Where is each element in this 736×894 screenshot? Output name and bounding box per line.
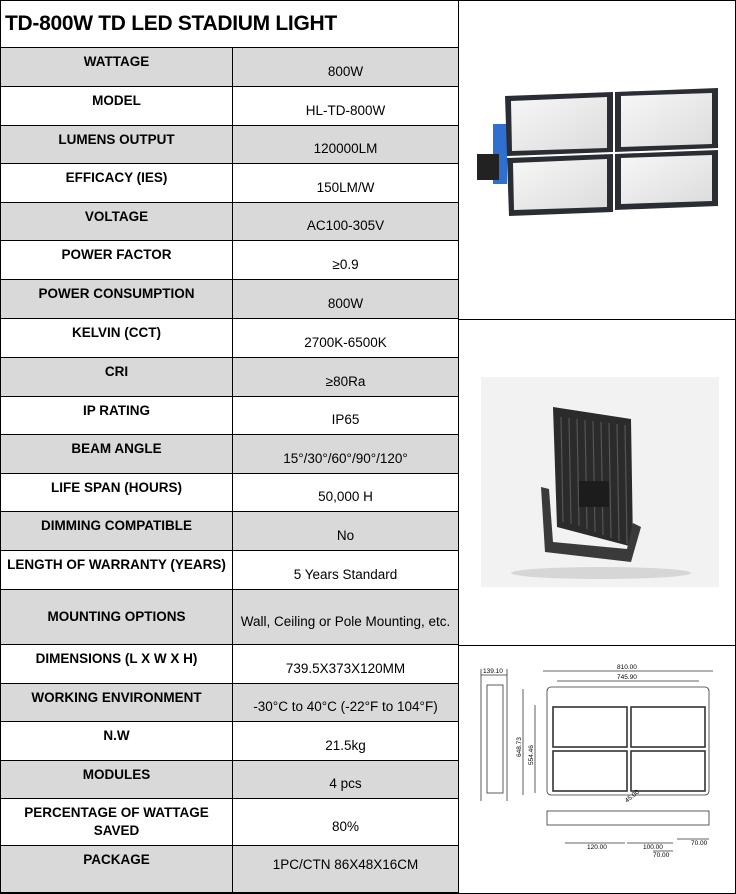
spec-label: LUMENS OUTPUT (1, 126, 233, 163)
dimension-drawing (477, 661, 727, 857)
dim-height-outer: 648.73 (516, 737, 523, 757)
led-module (511, 97, 607, 151)
spec-label: DIMENSIONS (L X W X H) (1, 645, 233, 683)
spec-row (1, 280, 458, 319)
spec-row (1, 799, 458, 846)
spec-value: 50,000 H (318, 489, 373, 504)
side-view-outline (487, 685, 503, 793)
spec-label: MOUNTING OPTIONS (1, 590, 233, 644)
spec-row (1, 358, 458, 397)
spec-label: WORKING ENVIRONMENT (1, 684, 233, 721)
product-front-image (471, 84, 721, 219)
dim-bottom-mid: 100.00 (643, 844, 663, 851)
spec-label: WATTAGE (1, 48, 233, 86)
spec-row (1, 761, 458, 799)
dim-inner-width: 745.90 (617, 674, 637, 681)
spec-row (1, 722, 458, 761)
led-module (513, 159, 607, 210)
spec-row (1, 435, 458, 474)
spec-row (1, 645, 458, 684)
spec-label: VOLTAGE (1, 203, 233, 240)
dim-total-width: 810.00 (617, 664, 637, 671)
spec-value: Wall, Ceiling or Pole Mounting, etc. (240, 613, 451, 629)
spec-label: POWER CONSUMPTION (1, 280, 233, 318)
spec-row (1, 319, 458, 358)
bottom-view-outline (547, 811, 709, 825)
spec-label: DIMMING COMPATIBLE (1, 512, 233, 550)
spec-value: 739.5X373X120MM (285, 660, 406, 676)
spec-value: AC100-305V (306, 218, 385, 233)
spec-value: 120000LM (313, 141, 378, 156)
spec-value: 15°/30°/60°/90°/120° (283, 450, 408, 466)
dim-side-width: 139.10 (483, 668, 503, 675)
spec-row (1, 241, 458, 280)
spec-value: No (336, 527, 355, 543)
spec-row (1, 684, 458, 722)
spec-value: 5 Years Standard (293, 566, 398, 582)
spec-row (1, 126, 458, 164)
front-view-outline (547, 687, 709, 795)
spec-row (1, 551, 458, 590)
spec-label: LIFE SPAN (HOURS) (1, 474, 233, 511)
spec-value: 2700K-6500K (304, 334, 387, 350)
spec-label: MODULES (1, 761, 233, 798)
spec-value: 21.5kg (325, 737, 366, 753)
dim-height-inner: 554.46 (528, 745, 535, 765)
spec-label: POWER FACTOR (1, 241, 233, 279)
spec-label: MODEL (1, 87, 233, 125)
spec-row (1, 474, 458, 512)
product-rear-image (481, 377, 719, 587)
spec-label: EFFICACY (IES) (1, 164, 233, 202)
spec-value: HL-TD-800W (305, 102, 386, 118)
spec-label: CRI (1, 358, 233, 396)
led-module (621, 93, 712, 147)
led-module (621, 155, 712, 204)
spec-value: 800W (327, 63, 364, 79)
page-title: TD-800W TD LED STADIUM LIGHT (1, 1, 458, 48)
image-divider (458, 319, 735, 320)
spec-value: ≥0.9 (332, 256, 359, 272)
spec-value: IP65 (331, 412, 360, 427)
dim-angle: 45.00 (623, 788, 641, 805)
spec-row (1, 512, 458, 551)
spec-row (1, 397, 458, 435)
spec-value: 150LM/W (316, 179, 375, 195)
spec-value: 80% (331, 818, 360, 834)
mount-block-icon (477, 154, 499, 180)
spec-label: N.W (1, 722, 233, 760)
spec-label: IP RATING (1, 397, 233, 434)
spec-row (1, 203, 458, 241)
spec-value: 800W (327, 295, 364, 311)
spec-row (1, 590, 458, 645)
spec-label: LENGTH OF WARRANTY (YEARS) (1, 551, 233, 589)
driver-box (579, 481, 609, 507)
spec-value: ≥80Ra (325, 373, 366, 389)
spec-row (1, 87, 458, 126)
spec-value: 4 pcs (329, 776, 362, 791)
dim-bottom-right: 70.00 (691, 840, 708, 847)
spec-row (1, 164, 458, 203)
image-divider (458, 645, 735, 646)
spec-row (1, 48, 458, 87)
spec-label: PERCENTAGE OF WATTAGE SAVED (1, 799, 233, 845)
dim-bottom-sub: 70.00 (653, 852, 670, 857)
spec-label: PACKAGE (1, 846, 233, 892)
column-divider (458, 1, 459, 893)
spec-row (1, 846, 458, 893)
spec-label: BEAM ANGLE (1, 435, 233, 473)
spec-label: KELVIN (CCT) (1, 319, 233, 357)
dim-bottom-left: 120.00 (587, 844, 607, 851)
spec-value: -30°C to 40°C (-22°F to 104°F) (253, 699, 438, 714)
spec-value: 1PC/CTN 86X48X16CM (272, 857, 419, 872)
